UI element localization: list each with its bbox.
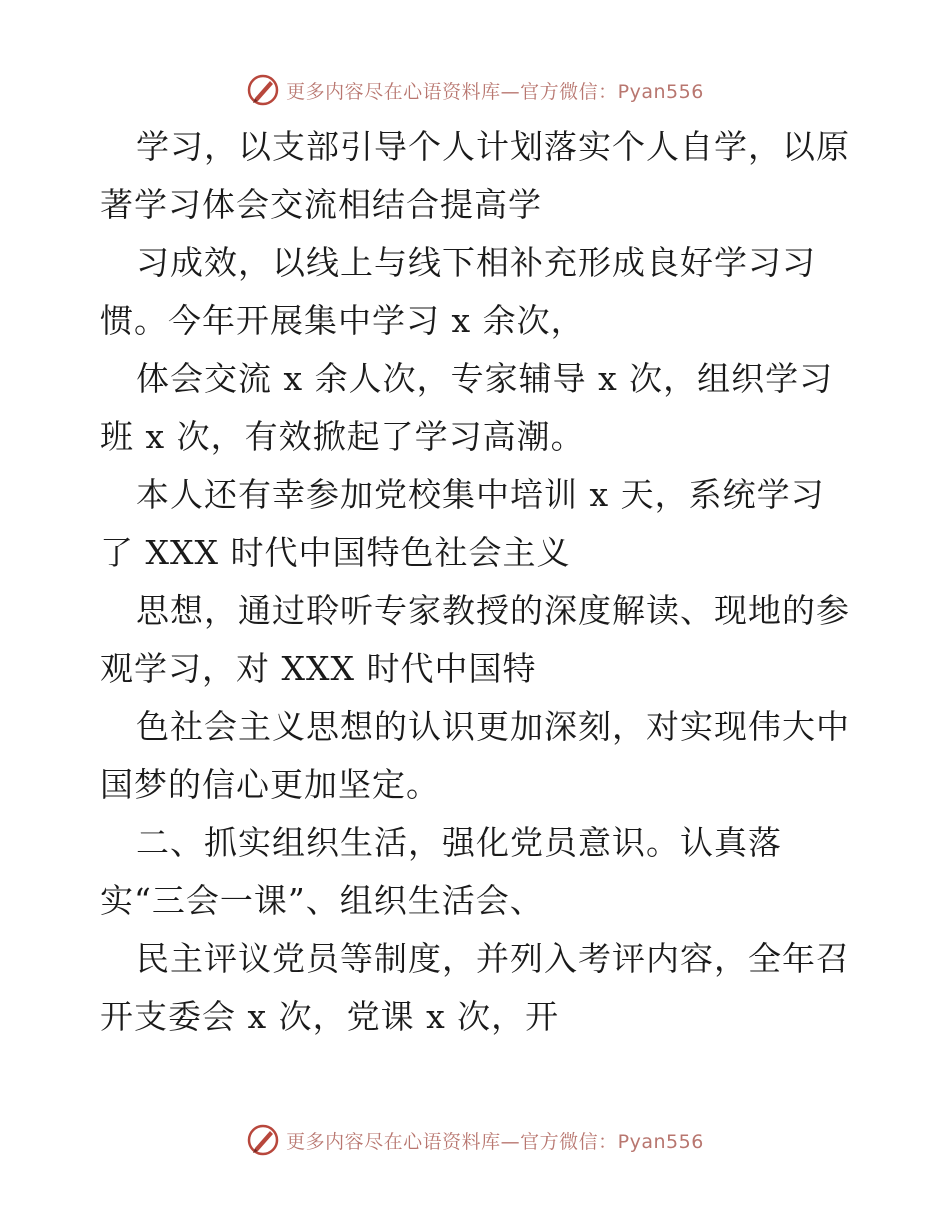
watermark-text: 更多内容尽在心语资料库—官方微信：Pyan556 [286, 80, 704, 103]
body-line: 民主评议党员等制度，并列入考评内容，全年召 [136, 939, 850, 978]
body-line: 惯。今年开展集中学习 x 余次， [100, 301, 585, 340]
footer-watermark [0, 1120, 950, 1160]
body-line: 本人还有幸参加党校集中培训 x 天，系统学习 [136, 475, 825, 514]
quill-pen-logo-icon [246, 1123, 280, 1157]
section-heading-line: 二、抓实组织生活，强化党员意识。认真落 [136, 823, 782, 862]
body-line: 开支委会 x 次，党课 x 次，开 [100, 997, 560, 1036]
body-line: 学习，以支部引导个人计划落实个人自学，以原 [136, 127, 850, 166]
body-line: 了 XXX 时代中国特色社会主义 [100, 533, 571, 572]
body-line: 思想，通过聆听专家教授的深度解读、现地的参 [136, 591, 850, 630]
body-line: 国梦的信心更加坚定。 [100, 765, 440, 804]
body-line: 体会交流 x 余人次，专家辅导 x 次，组织学习 [136, 359, 834, 398]
header-watermark [0, 70, 950, 110]
watermark-text: 更多内容尽在心语资料库—官方微信：Pyan556 [286, 1130, 704, 1153]
body-line: 班 x 次，有效掀起了学习高潮。 [100, 417, 585, 456]
body-line: 习成效，以线上与线下相补充形成良好学习习 [136, 243, 816, 282]
body-line: 著学习体会交流相结合提高学 [100, 185, 542, 224]
body-line: 色社会主义思想的认识更加深刻，对实现伟大中 [136, 707, 850, 746]
body-line: 观学习，对 XXX 时代中国特 [100, 649, 537, 688]
quill-pen-logo-icon [246, 73, 280, 107]
body-line: 实“三会一课”、组织生活会、 [100, 881, 544, 920]
